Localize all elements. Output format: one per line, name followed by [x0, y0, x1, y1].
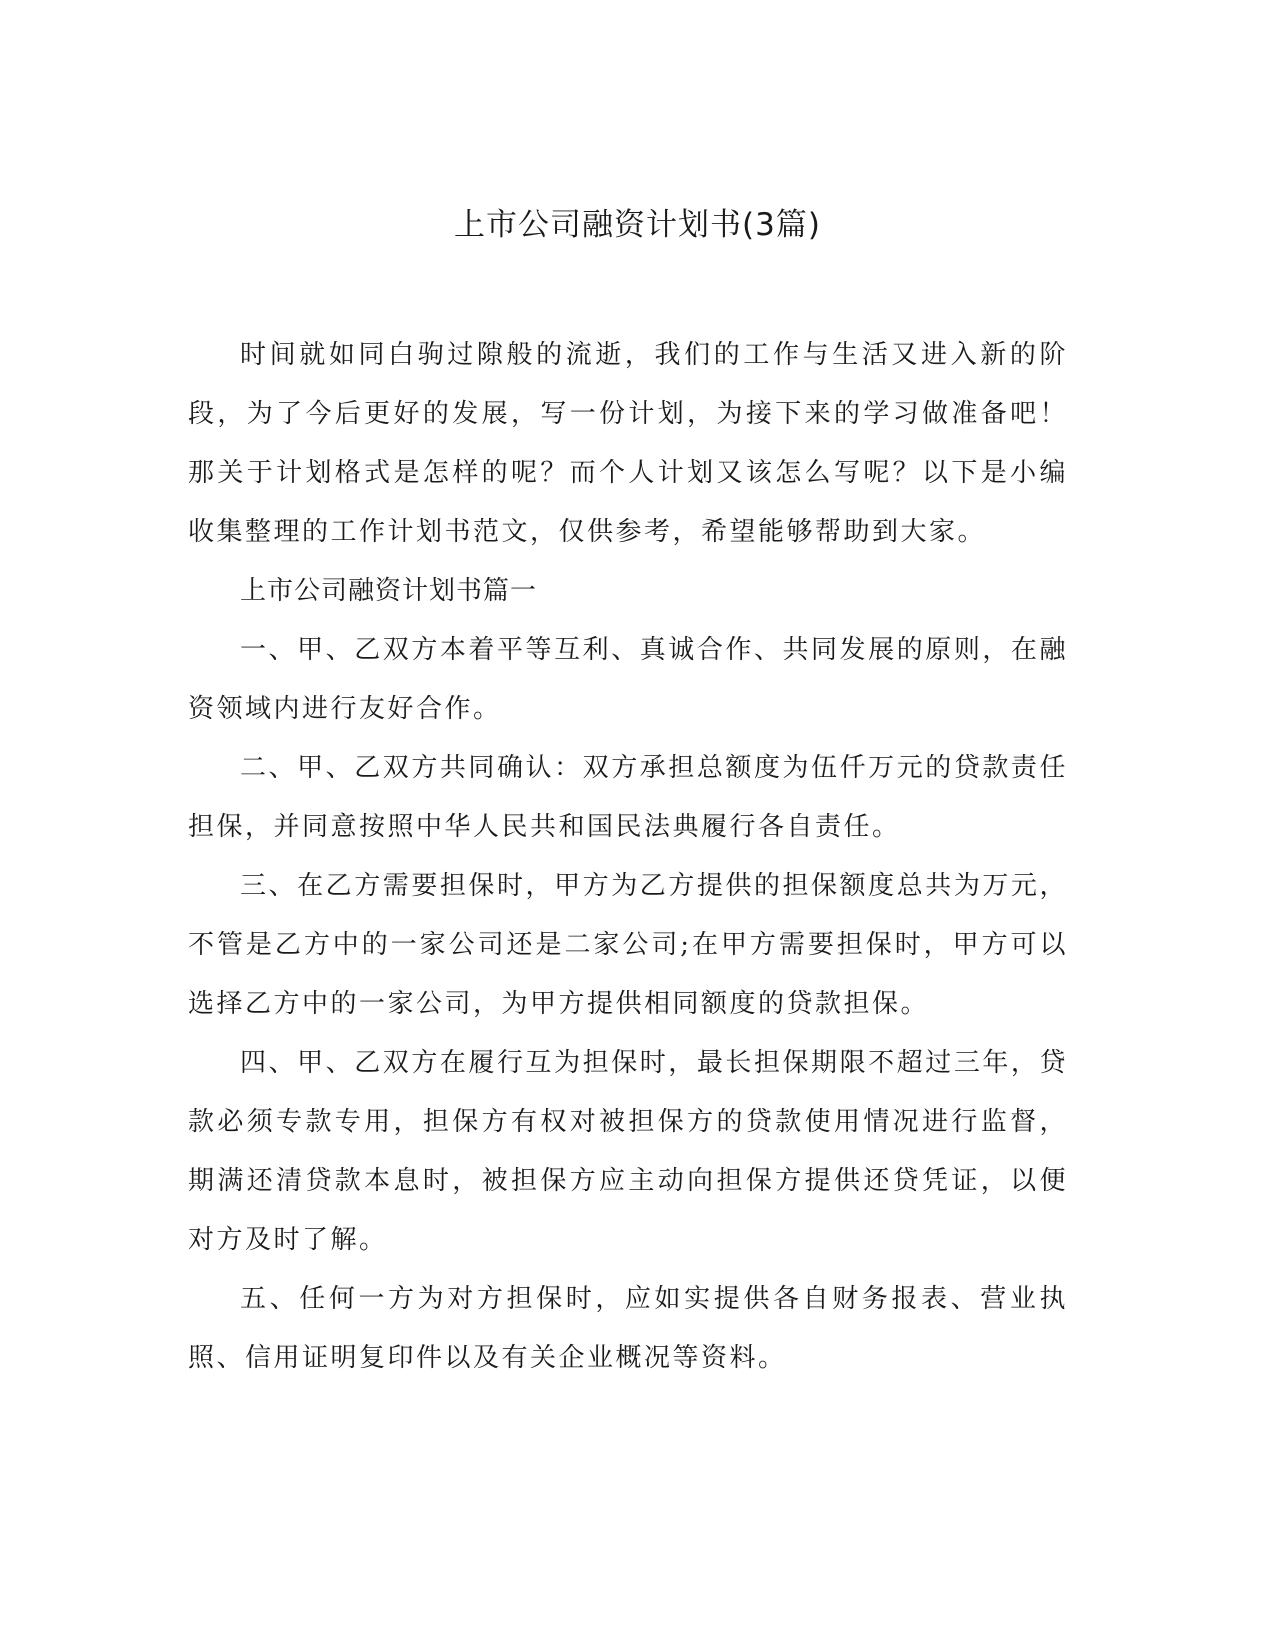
clause-paragraph-3: 三、在乙方需要担保时，甲方为乙方提供的担保额度总共为万元，不管是乙方中的一家公司还是二家公司;在甲方需要担保时，甲方可以选择乙方中的一家公司，为甲方提供相同额度的贷款担保。 [188, 871, 1068, 1019]
clause-paragraph-1: 一、甲、乙双方本着平等互利、真诚合作、共同发展的原则，在融资领域内进行友好合作。 [188, 635, 1068, 724]
clause-paragraph-5: 五、任何一方为对方担保时，应如实提供各自财务报表、营业执照、信用证明复印件以及有关企业概况等资料。 [188, 1284, 1068, 1373]
document-title: 上市公司融资计划书(3篇) [454, 207, 821, 243]
clause-paragraph-2: 二、甲、乙双方共同确认：双方承担总额度为伍仟万元的贷款责任担保，并同意按照中华人民共和国民法典履行各自责任。 [188, 753, 1068, 842]
document-body [188, 326, 1068, 1388]
intro-paragraph: 时间就如同白驹过隙般的流逝，我们的工作与生活又进入新的阶段，为了今后更好的发展，写一份计划，为接下来的学习做准备吧！那关于计划格式是怎样的呢？而个人计划又该怎么写呢？以下是小编收集整理的工作计划书范文，仅供参考，希望能够帮助到大家。 [188, 340, 1068, 547]
clause-paragraph-4: 四、甲、乙双方在履行互为担保时，最长担保期限不超过三年，贷款必须专款专用，担保方有权对被担保方的贷款使用情况进行监督，期满还清贷款本息时，被担保方应主动向担保方提供还贷凭证，以便对方及时了解。 [188, 1048, 1068, 1255]
section-heading: 上市公司融资计划书篇一 [240, 576, 538, 606]
